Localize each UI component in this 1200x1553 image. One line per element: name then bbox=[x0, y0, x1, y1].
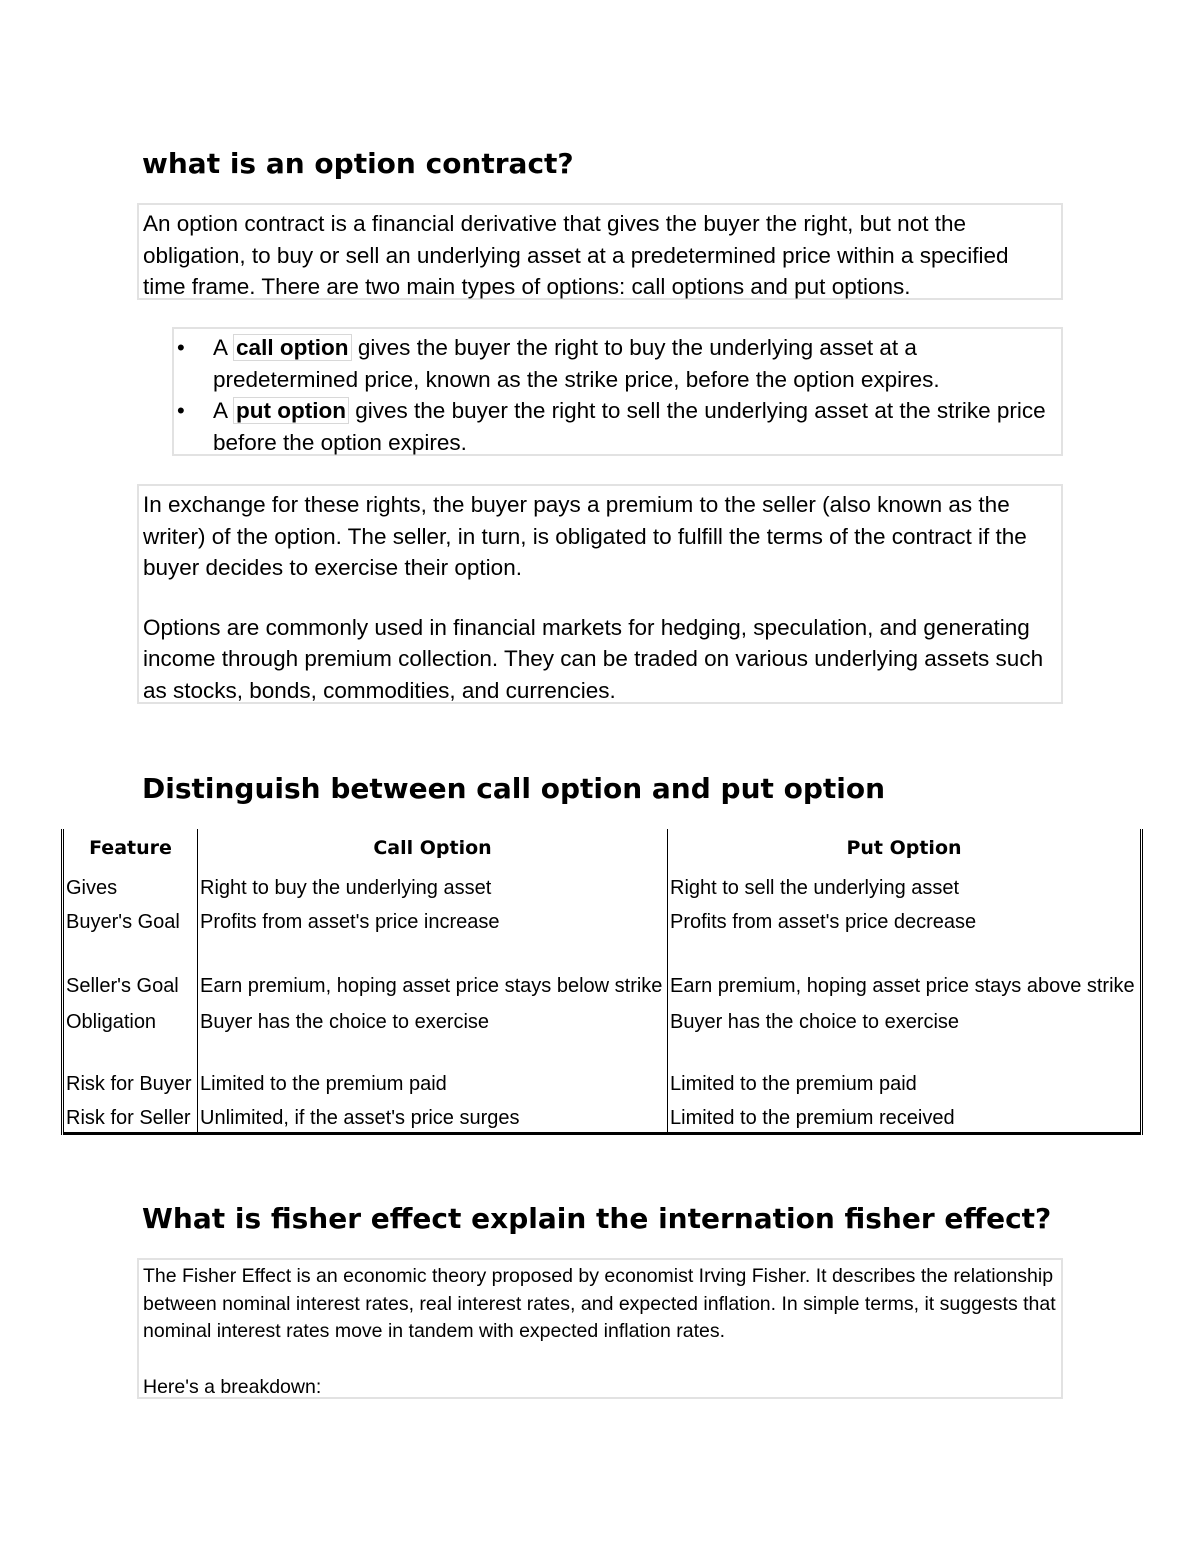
bullet-prefix: A bbox=[213, 335, 227, 360]
premium-text-block bbox=[137, 484, 1063, 704]
table-row bbox=[63, 1036, 1142, 1098]
fisher-paragraph: The Fisher Effect is an economic theory proposed by economist Irving Fisher. It describes the relationship between nominal interest rates, real interest rates, and expected inflation. In simple terms, it suggests that nominal interest rates move in tandem with expected inflation rates. bbox=[143, 1265, 1056, 1342]
table-cell: Risk for Buyer bbox=[63, 1036, 198, 1098]
table-header-row bbox=[63, 829, 1142, 867]
table-cell: Earn premium, hoping asset price stays above strike bbox=[668, 936, 1142, 1000]
term-call-option: call option bbox=[233, 334, 352, 361]
term-put-option: put option bbox=[233, 397, 349, 424]
fisher-text-block bbox=[137, 1258, 1063, 1399]
column-header-put-option: Put Option bbox=[668, 829, 1142, 867]
table-cell: Limited to the premium received bbox=[668, 1098, 1142, 1134]
intro-text-block bbox=[137, 203, 1063, 300]
heading-fisher-effect: What is fisher effect explain the internation fisher effect? bbox=[142, 1202, 1052, 1235]
column-header-feature: Feature bbox=[63, 829, 198, 867]
table-cell: Right to sell the underlying asset bbox=[668, 867, 1142, 902]
table-cell: Buyer's Goal bbox=[63, 902, 198, 936]
option-types-list-block bbox=[172, 327, 1063, 456]
table-cell: Earn premium, hoping asset price stays below strike bbox=[198, 936, 668, 1000]
table-cell: Seller's Goal bbox=[63, 936, 198, 1000]
table-cell: Right to buy the underlying asset bbox=[198, 867, 668, 902]
table-row bbox=[63, 867, 1142, 902]
breakdown-paragraph: Here's a breakdown: bbox=[143, 1375, 322, 1398]
comparison-table bbox=[61, 829, 1143, 1135]
table-row bbox=[63, 936, 1142, 1000]
table-cell: Risk for Seller bbox=[63, 1098, 198, 1134]
table-cell: Profits from asset's price decrease bbox=[668, 902, 1142, 936]
table-cell: Limited to the premium paid bbox=[668, 1036, 1142, 1098]
bullet-icon: • bbox=[177, 335, 185, 360]
heading-call-vs-put: Distinguish between call option and put option bbox=[142, 772, 886, 805]
option-types-list bbox=[174, 332, 1057, 458]
bullet-prefix: A bbox=[213, 398, 227, 423]
bullet-text: gives the buyer the right to sell the underlying asset at the strike price before the option expires. bbox=[213, 398, 1046, 455]
heading-option-contract: what is an option contract? bbox=[142, 147, 574, 180]
intro-paragraph: An option contract is a financial derivative that gives the buyer the right, but not the obligation, to buy or sell an underlying asset at a predetermined price within a specified time frame. There are two main types of options: call options and put options. bbox=[143, 211, 1009, 299]
premium-paragraph: In exchange for these rights, the buyer pays a premium to the seller (also known as the writer) of the option. The seller, in turn, is obligated to fulfill the terms of the contract if the buyer decides to exercise their option. bbox=[143, 492, 1027, 580]
table-cell: Obligation bbox=[63, 1000, 198, 1036]
table-row bbox=[63, 1098, 1142, 1134]
table-cell: Buyer has the choice to exercise bbox=[198, 1000, 668, 1036]
table-cell: Buyer has the choice to exercise bbox=[668, 1000, 1142, 1036]
bullet-icon: • bbox=[177, 398, 185, 423]
table-cell: Profits from asset's price increase bbox=[198, 902, 668, 936]
list-item bbox=[174, 332, 1057, 395]
table-cell: Gives bbox=[63, 867, 198, 902]
table-cell: Unlimited, if the asset's price surges bbox=[198, 1098, 668, 1134]
table-row bbox=[63, 902, 1142, 936]
column-header-call-option: Call Option bbox=[198, 829, 668, 867]
bullet-text: gives the buyer the right to buy the underlying asset at a predetermined price, known as the strike price, before the option expires. bbox=[213, 335, 940, 392]
table-cell: Limited to the premium paid bbox=[198, 1036, 668, 1098]
usage-paragraph: Options are commonly used in financial markets for hedging, speculation, and generating income through premium collection. They can be traded on various underlying assets such as stocks, bonds, commodities, and currencies. bbox=[143, 614, 1044, 703]
list-item bbox=[174, 395, 1057, 458]
table-row bbox=[63, 1000, 1142, 1036]
